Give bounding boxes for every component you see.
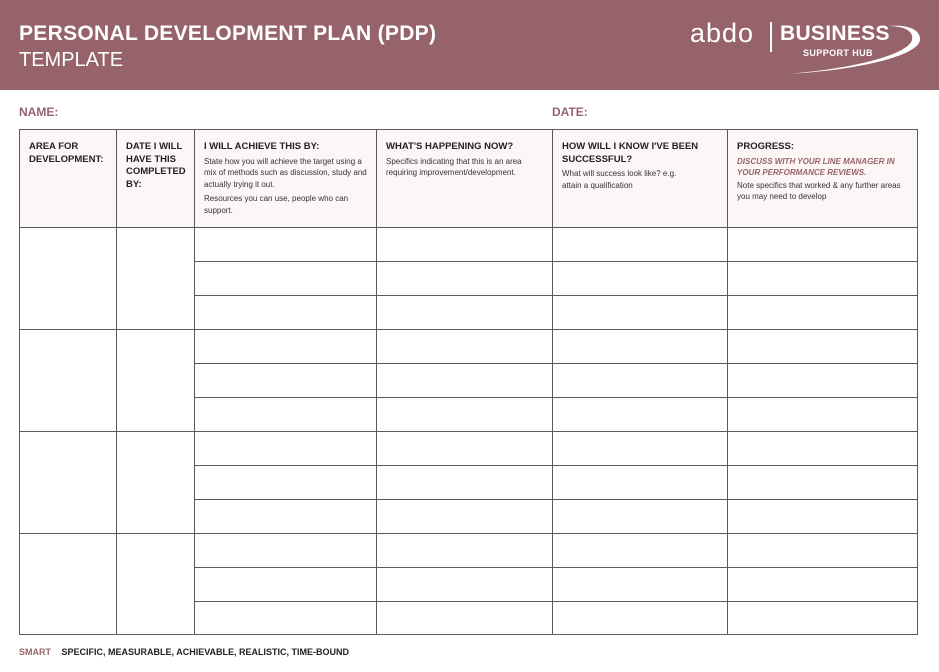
column-divider — [116, 130, 117, 634]
column-header-achieve — [204, 141, 372, 216]
sub-row-divider — [194, 295, 917, 296]
column-title: DATE I WILL HAVE THIS COMPLETED BY: — [126, 141, 186, 190]
logo-hub-text: SUPPORT HUB — [803, 48, 873, 58]
column-divider — [727, 130, 728, 634]
column-description-secondary: Resources you can use, people who can support. — [204, 194, 349, 215]
sub-row-divider — [194, 261, 917, 262]
column-divider — [194, 130, 195, 634]
column-title: PROGRESS: — [737, 141, 795, 152]
logo-business-text: BUSINESS — [780, 22, 890, 45]
column-description: Specifics indicating that this is an area requiring improvement/development. — [386, 156, 522, 177]
column-description: What will success look like? e.g. attain a qualification — [562, 169, 677, 190]
smart-label: SMART — [19, 647, 51, 657]
column-header-area — [29, 141, 109, 168]
logo-divider — [770, 22, 772, 52]
name-label: NAME: — [19, 105, 59, 119]
logo-abdo-text: abdo — [690, 18, 755, 48]
sub-row-divider — [194, 499, 917, 500]
column-divider — [552, 130, 553, 634]
sub-row-divider — [194, 363, 917, 364]
pdp-table — [19, 129, 918, 635]
column-note: DISCUSS WITH YOUR LINE MANAGER IN YOUR PERFORMANCE REVIEWS. — [737, 156, 895, 177]
page-subtitle: TEMPLATE — [19, 49, 124, 71]
header-divider — [20, 227, 917, 228]
smart-footer — [19, 647, 349, 657]
sub-row-divider — [194, 465, 917, 466]
column-title: I WILL ACHIEVE THIS BY: — [204, 141, 320, 152]
column-title: HOW WILL I KNOW I'VE BEEN SUCCESSFUL? — [562, 141, 699, 165]
sub-row-divider — [194, 601, 917, 602]
column-header-happening-now — [386, 141, 546, 179]
column-divider — [376, 130, 377, 634]
row-divider — [20, 533, 917, 534]
sub-row-divider — [194, 397, 917, 398]
column-description: Note specifics that worked & any further areas you may need to develop — [737, 180, 901, 201]
column-header-success — [562, 141, 712, 191]
abdo-logo — [688, 12, 924, 74]
smart-definition: SPECIFIC, MEASURABLE, ACHIEVABLE, REALISTIC, TIME-BOUND — [61, 647, 350, 657]
column-title: WHAT'S HAPPENING NOW? — [386, 141, 514, 152]
column-description: State how you will achieve the target using a mix of methods such as discussion, study and actually trying it out. — [204, 156, 367, 189]
sub-row-divider — [194, 567, 917, 568]
column-title: AREA FOR DEVELOPMENT: — [29, 141, 104, 165]
row-divider — [20, 431, 917, 432]
page-header — [0, 0, 939, 90]
page-title: PERSONAL DEVELOPMENT PLAN (PDP) — [19, 22, 437, 45]
row-divider — [20, 329, 917, 330]
column-header-date — [126, 141, 190, 193]
date-label: DATE: — [552, 105, 588, 119]
column-header-progress — [737, 141, 907, 203]
